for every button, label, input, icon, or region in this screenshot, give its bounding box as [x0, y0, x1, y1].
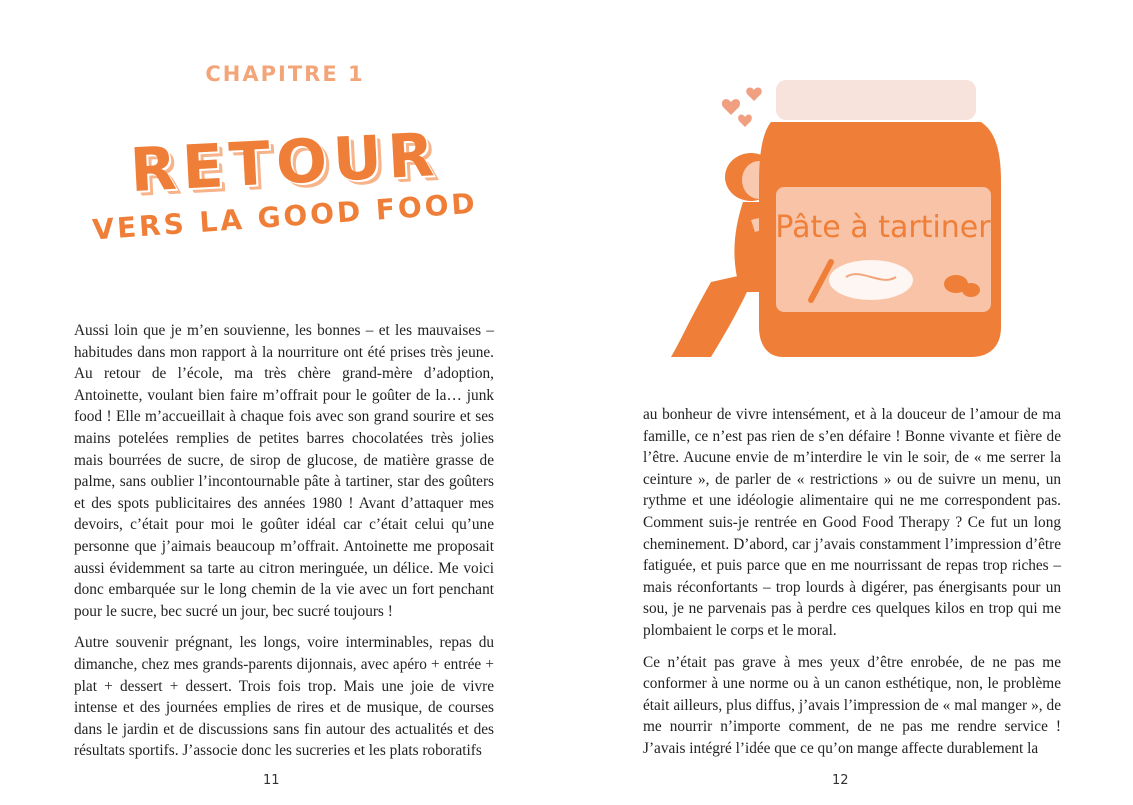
paragraph: au bonheur de vivre intensément, et à la douceur de l’amour de ma famille, ce n’est pas rien de s’en défaire ! Bonne vivante et fière de l’être. Aucune envie de m’interdire le vin le soir, de « me serrer la ceinture », de parler de « restrictions » ou de suivre un menu, un rythme et une idéologie alimentaire qui ne me correspondent pas. Comment suis-je rentrée en Good Food Therapy ? Ce fut un long cheminement. D’abord, car j’avais constamment l’impression d’être fatiguée, et puis parce que en me nourrissant de repas trop riches – mais réconfortants – trop lourds à digérer, pas énergisants pour un sou, je ne parvenais pas à perdre ces quelques kilos en trop qui me plombaient le corps et le moral.: [643, 406, 1061, 639]
chapter-subtitle: VERS LA GOOD FOOD: [91, 186, 479, 247]
left-page: [0, 0, 566, 805]
paragraph: Aussi loin que je m’en souvienne, les bonnes – et les mauvaises – habitudes dans mon rapport à la nourriture ont été prises très jeune. Au retour de l’école, ma très chère grand-mère d’adoption, Antoinette, voulant bien faire m’offrait pour le goûter de la… junk food ! Elle m’accueillait à chaque fois avec son grand sourire et ses mains potelées remplies de petites barres chocolatées très jolies mais bourrées de sucre, de sirop de glucose, de matière grasse de palme, sans oublier l’incontournable pâte à tartiner, star des goûters et des spots publicitaires des années 1980 ! Avant d’attaquer mes devoirs, c’était pour moi le goûter idéal car c’était celui qu’une personne que j’aimais beaucoup m’offrait. Antoinette me proposait aussi évidemment sa tarte au citron meringuée, un délice. Me voici donc embarquée sur le long chemin de la vie avec un fort penchant pour le sucre, bec sucré un jour, bec sucré toujours !: [74, 322, 494, 620]
paragraph: Ce n’était pas grave à mes yeux d’être enrobée, de ne pas me conformer à une norme ou à un canon esthétique, non, le problème était ailleurs, plus diffus, j’avais l’impression de « mal manger », de me nourrir n’importe comment, de ne pas me rendre service ! J’avais intégré l’idée que ce qu’on mange affecte durablement la: [643, 653, 1061, 757]
paragraph: Autre souvenir prégnant, les longs, voire interminables, repas du dimanche, chez mes grands-parents dijonnais, avec apéro + entrée + plat + dessert + dessert. Trois fois trop. Mais une joie de vivre intense et des journées emplies de rires et de musique, de courses dans le jardin et de discussions sans fin autour des actualités et des résultats sportifs. J’associe donc les sucreries et les plats roboratifs: [74, 634, 494, 760]
right-body-text: [643, 404, 1061, 770]
chapter-label: CHAPITRE 1: [205, 62, 365, 86]
page-number: 11: [263, 773, 280, 788]
chapter-title: RETOUR: [128, 119, 442, 207]
right-page: [566, 0, 1133, 805]
spread-jar: [759, 80, 1001, 357]
hearts-icon: [722, 87, 762, 127]
jar-label: Pâte à tartiner: [775, 210, 991, 245]
hearts-and-spread-jar-illustration: [671, 72, 1011, 372]
left-body-text: [74, 320, 494, 772]
page-number: 12: [832, 773, 849, 788]
